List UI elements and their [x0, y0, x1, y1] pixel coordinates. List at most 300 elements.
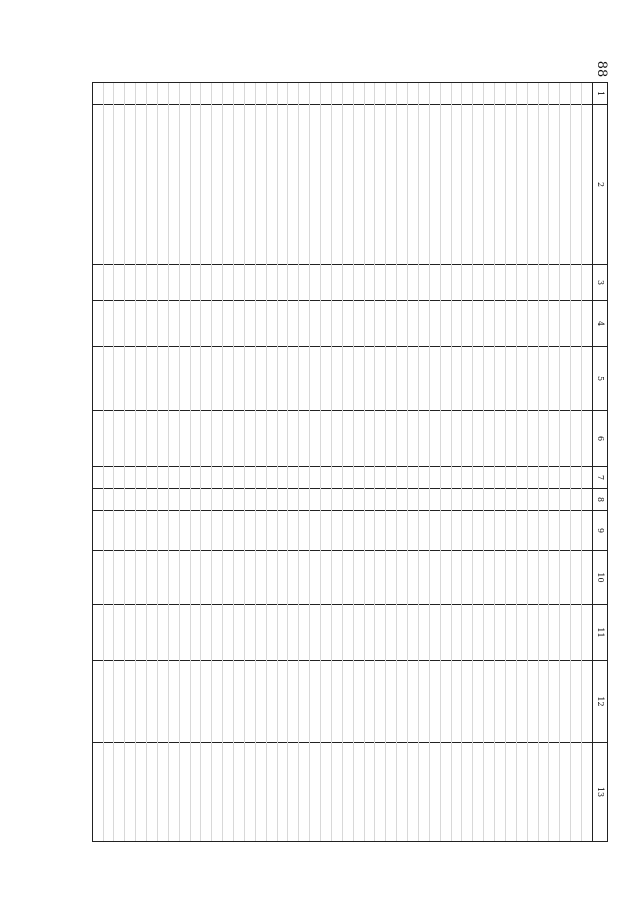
table-row	[168, 83, 179, 841]
table-cell	[452, 411, 462, 467]
table-cell	[245, 743, 255, 841]
table-cell	[354, 511, 364, 551]
table-cell	[397, 265, 407, 301]
table-cell	[441, 347, 451, 411]
table-cell	[430, 265, 440, 301]
table-cell	[234, 605, 244, 661]
table-cell	[147, 743, 157, 841]
table-cell	[343, 411, 353, 467]
table-cell	[484, 489, 494, 511]
column-header: 8	[593, 489, 607, 511]
table-cell	[539, 347, 549, 411]
table-cell	[473, 605, 483, 661]
table-cell	[408, 489, 418, 511]
table-cell	[234, 105, 244, 265]
table-cell	[310, 489, 320, 511]
table-cell	[354, 661, 364, 743]
table-row	[418, 83, 429, 841]
table-cell	[408, 551, 418, 605]
table-cell	[104, 511, 114, 551]
table-cell	[376, 83, 386, 105]
table-row	[375, 83, 386, 841]
table-cell	[506, 511, 516, 551]
table-cell	[169, 265, 179, 301]
table-cell	[550, 605, 560, 661]
table-cell	[169, 105, 179, 265]
table-cell	[191, 605, 201, 661]
table-cell	[473, 265, 483, 301]
table-cell	[104, 83, 114, 105]
table-cell	[386, 467, 396, 489]
table-cell	[365, 83, 375, 105]
table-cell	[278, 511, 288, 551]
table-cell	[397, 411, 407, 467]
table-cell	[278, 301, 288, 347]
table-cell	[506, 661, 516, 743]
table-cell	[93, 105, 103, 265]
table-cell	[234, 301, 244, 347]
table-row	[385, 83, 396, 841]
table-cell	[517, 511, 527, 551]
table-cell	[212, 301, 222, 347]
table-row	[494, 83, 505, 841]
table-cell	[495, 83, 505, 105]
table-cell	[191, 511, 201, 551]
table-cell	[571, 605, 581, 661]
table-cell	[582, 347, 592, 411]
table-cell	[463, 489, 473, 511]
table-cell	[180, 83, 190, 105]
table-cell	[452, 301, 462, 347]
table-cell	[539, 411, 549, 467]
table-cell	[310, 551, 320, 605]
table-cell	[463, 83, 473, 105]
table-cell	[321, 511, 331, 551]
table-cell	[267, 83, 277, 105]
table-cell	[104, 605, 114, 661]
table-cell	[299, 301, 309, 347]
table-cell	[245, 511, 255, 551]
table-cell	[560, 511, 570, 551]
table-cell	[299, 661, 309, 743]
table-cell	[463, 511, 473, 551]
table-row	[407, 83, 418, 841]
table-cell	[136, 511, 146, 551]
table-cell	[115, 83, 125, 105]
table-cell	[310, 411, 320, 467]
table-cell	[560, 83, 570, 105]
table-cell	[115, 411, 125, 467]
table-cell	[473, 105, 483, 265]
table-row	[255, 83, 266, 841]
table-cell	[419, 411, 429, 467]
table-cell	[408, 467, 418, 489]
table-cell	[125, 411, 135, 467]
table-cell	[386, 301, 396, 347]
table-cell	[245, 105, 255, 265]
table-cell	[506, 605, 516, 661]
table-cell	[125, 489, 135, 511]
table-cell	[310, 743, 320, 841]
column-header: 7	[593, 467, 607, 489]
table-cell	[506, 467, 516, 489]
table-cell	[267, 551, 277, 605]
table-row	[429, 83, 440, 841]
table-cell	[571, 489, 581, 511]
table-cell	[376, 489, 386, 511]
table-cell	[343, 83, 353, 105]
table-cell	[463, 467, 473, 489]
table-cell	[212, 105, 222, 265]
table-cell	[376, 743, 386, 841]
table-cell	[571, 661, 581, 743]
table-cell	[289, 265, 299, 301]
table-cell	[463, 411, 473, 467]
table-cell	[158, 489, 168, 511]
table-cell	[125, 661, 135, 743]
table-cell	[495, 347, 505, 411]
table-cell	[386, 105, 396, 265]
table-cell	[582, 551, 592, 605]
table-cell	[202, 551, 212, 605]
table-cell	[115, 467, 125, 489]
table-cell	[571, 265, 581, 301]
table-cell	[202, 511, 212, 551]
table-cell	[234, 551, 244, 605]
table-cell	[125, 467, 135, 489]
table-cell	[202, 661, 212, 743]
table-cell	[136, 83, 146, 105]
table-cell	[473, 411, 483, 467]
table-cell	[202, 489, 212, 511]
column-header: 9	[593, 511, 607, 551]
table-cell	[310, 467, 320, 489]
table-cell	[550, 105, 560, 265]
table-cell	[136, 605, 146, 661]
table-row	[114, 83, 125, 841]
table-cell	[495, 467, 505, 489]
table-cell	[115, 743, 125, 841]
table-cell	[571, 411, 581, 467]
table-cell	[191, 347, 201, 411]
table-row	[320, 83, 331, 841]
table-cell	[278, 467, 288, 489]
table-cell	[386, 411, 396, 467]
table-cell	[517, 743, 527, 841]
table-cell	[473, 83, 483, 105]
table-cell	[386, 489, 396, 511]
table-cell	[582, 661, 592, 743]
table-cell	[354, 301, 364, 347]
table-cell	[289, 105, 299, 265]
table-cell	[560, 489, 570, 511]
column-header: 5	[593, 347, 607, 411]
table-cell	[332, 467, 342, 489]
table-cell	[343, 467, 353, 489]
table-cell	[441, 83, 451, 105]
table-row	[124, 83, 135, 841]
table-cell	[386, 661, 396, 743]
table-cell	[539, 661, 549, 743]
table-cell	[539, 301, 549, 347]
table-cell	[245, 605, 255, 661]
table-cell	[343, 347, 353, 411]
table-cell	[452, 489, 462, 511]
table-cell	[560, 605, 570, 661]
table-row	[244, 83, 255, 841]
table-cell	[125, 743, 135, 841]
table-cell	[539, 511, 549, 551]
table-cell	[517, 83, 527, 105]
table-cell	[550, 467, 560, 489]
table-cell	[169, 551, 179, 605]
table-cell	[473, 347, 483, 411]
table-cell	[528, 605, 538, 661]
table-cell	[343, 743, 353, 841]
table-cell	[223, 661, 233, 743]
table-cell	[256, 467, 266, 489]
table-row	[179, 83, 190, 841]
table-cell	[463, 105, 473, 265]
table-cell	[386, 347, 396, 411]
table-cell	[365, 467, 375, 489]
table-cell	[408, 83, 418, 105]
table-cell	[441, 467, 451, 489]
table-cell	[147, 661, 157, 743]
column-header: 10	[593, 551, 607, 605]
table-cell	[517, 489, 527, 511]
table-cell	[419, 661, 429, 743]
table-cell	[571, 347, 581, 411]
table-cell	[278, 105, 288, 265]
table-cell	[452, 83, 462, 105]
table-cell	[397, 301, 407, 347]
table-cell	[267, 467, 277, 489]
table-row	[549, 83, 560, 841]
table-cell	[245, 661, 255, 743]
table-cell	[115, 489, 125, 511]
table-cell	[528, 489, 538, 511]
column-header: 12	[593, 661, 607, 743]
table-cell	[289, 467, 299, 489]
table-cell	[115, 105, 125, 265]
table-cell	[321, 661, 331, 743]
table-cell	[180, 743, 190, 841]
table-cell	[180, 489, 190, 511]
table-cell	[191, 105, 201, 265]
table-cell	[115, 265, 125, 301]
table-cell	[104, 347, 114, 411]
table-cell	[582, 265, 592, 301]
table-cell	[212, 347, 222, 411]
table-cell	[289, 661, 299, 743]
table-cell	[560, 467, 570, 489]
table-cell	[571, 467, 581, 489]
table-cell	[93, 605, 103, 661]
table-cell	[223, 551, 233, 605]
table-cell	[430, 661, 440, 743]
table-cell	[93, 661, 103, 743]
table-cell	[158, 605, 168, 661]
table-cell	[582, 489, 592, 511]
table-cell	[256, 743, 266, 841]
table-cell	[539, 743, 549, 841]
table-cell	[202, 301, 212, 347]
table-cell	[180, 661, 190, 743]
table-cell	[212, 661, 222, 743]
table-row	[472, 83, 483, 841]
table-cell	[223, 301, 233, 347]
table-cell	[104, 467, 114, 489]
table-cell	[278, 743, 288, 841]
table-cell	[343, 605, 353, 661]
table-cell	[234, 467, 244, 489]
table-cell	[463, 265, 473, 301]
table-cell	[463, 605, 473, 661]
table-cell	[452, 347, 462, 411]
table-cell	[473, 661, 483, 743]
table-cell	[289, 489, 299, 511]
table-cell	[147, 551, 157, 605]
table-cell	[321, 551, 331, 605]
table-cell	[441, 511, 451, 551]
table-cell	[582, 605, 592, 661]
table-cell	[582, 301, 592, 347]
table-cell	[310, 265, 320, 301]
table-cell	[158, 265, 168, 301]
table-row	[157, 83, 168, 841]
table-cell	[386, 511, 396, 551]
table-cell	[365, 605, 375, 661]
table-cell	[136, 743, 146, 841]
table-cell	[267, 411, 277, 467]
table-cell	[147, 511, 157, 551]
table-cell	[136, 489, 146, 511]
table-cell	[278, 661, 288, 743]
table-cell	[397, 551, 407, 605]
table-cell	[365, 265, 375, 301]
table-cell	[571, 743, 581, 841]
table-row	[538, 83, 549, 841]
table-cell	[158, 743, 168, 841]
table-cell	[136, 467, 146, 489]
table-cell	[441, 661, 451, 743]
table-cell	[343, 265, 353, 301]
table-row	[298, 83, 309, 841]
table-cell	[571, 551, 581, 605]
table-cell	[245, 411, 255, 467]
table-row	[331, 83, 342, 841]
table-cell	[452, 105, 462, 265]
table-cell	[169, 489, 179, 511]
table-cell	[125, 83, 135, 105]
table-cell	[267, 743, 277, 841]
table-cell	[343, 301, 353, 347]
table-row	[516, 83, 527, 841]
table-cell	[528, 743, 538, 841]
table-cell	[212, 83, 222, 105]
table-cell	[517, 265, 527, 301]
table-cell	[495, 551, 505, 605]
table-cell	[419, 511, 429, 551]
table-cell	[430, 467, 440, 489]
table-cell	[180, 347, 190, 411]
table-cell	[571, 301, 581, 347]
table-cell	[582, 83, 592, 105]
table-cell	[408, 605, 418, 661]
table-cell	[125, 605, 135, 661]
table-cell	[332, 105, 342, 265]
table-cell	[321, 743, 331, 841]
table-cell	[93, 83, 103, 105]
table-cell	[452, 467, 462, 489]
table-row	[201, 83, 212, 841]
table-row	[527, 83, 538, 841]
table-cell	[234, 511, 244, 551]
table-cell	[158, 411, 168, 467]
table-cell	[245, 347, 255, 411]
table-cell	[463, 743, 473, 841]
table-cell	[397, 661, 407, 743]
column-header: 3	[593, 265, 607, 301]
table-cell	[528, 467, 538, 489]
column-header: 1	[593, 83, 607, 105]
table-cell	[191, 467, 201, 489]
table-cell	[234, 83, 244, 105]
table-row	[570, 83, 581, 841]
table-cell	[256, 511, 266, 551]
table-cell	[256, 265, 266, 301]
table-cell	[484, 551, 494, 605]
table-cell	[180, 467, 190, 489]
table-cell	[376, 347, 386, 411]
table-cell	[408, 661, 418, 743]
table-cell	[365, 743, 375, 841]
table-cell	[408, 411, 418, 467]
table-cell	[278, 83, 288, 105]
table-cell	[506, 411, 516, 467]
table-cell	[136, 411, 146, 467]
table-cell	[223, 347, 233, 411]
table-cell	[136, 347, 146, 411]
table-cell	[430, 743, 440, 841]
table-cell	[115, 511, 125, 551]
table-cell	[550, 83, 560, 105]
table-header-row	[592, 83, 607, 841]
table-cell	[495, 605, 505, 661]
table-cell	[299, 411, 309, 467]
table-cell	[158, 301, 168, 347]
table-cell	[365, 551, 375, 605]
table-cell	[332, 661, 342, 743]
table-row	[277, 83, 288, 841]
table-cell	[299, 743, 309, 841]
table-cell	[354, 105, 364, 265]
table-cell	[223, 743, 233, 841]
table-cell	[376, 467, 386, 489]
table-cell	[93, 467, 103, 489]
table-cell	[147, 411, 157, 467]
table-cell	[354, 265, 364, 301]
table-cell	[582, 467, 592, 489]
table-cell	[343, 661, 353, 743]
table-row	[396, 83, 407, 841]
table-cell	[223, 83, 233, 105]
table-cell	[180, 511, 190, 551]
table-cell	[419, 83, 429, 105]
table-cell	[343, 511, 353, 551]
table-cell	[495, 105, 505, 265]
